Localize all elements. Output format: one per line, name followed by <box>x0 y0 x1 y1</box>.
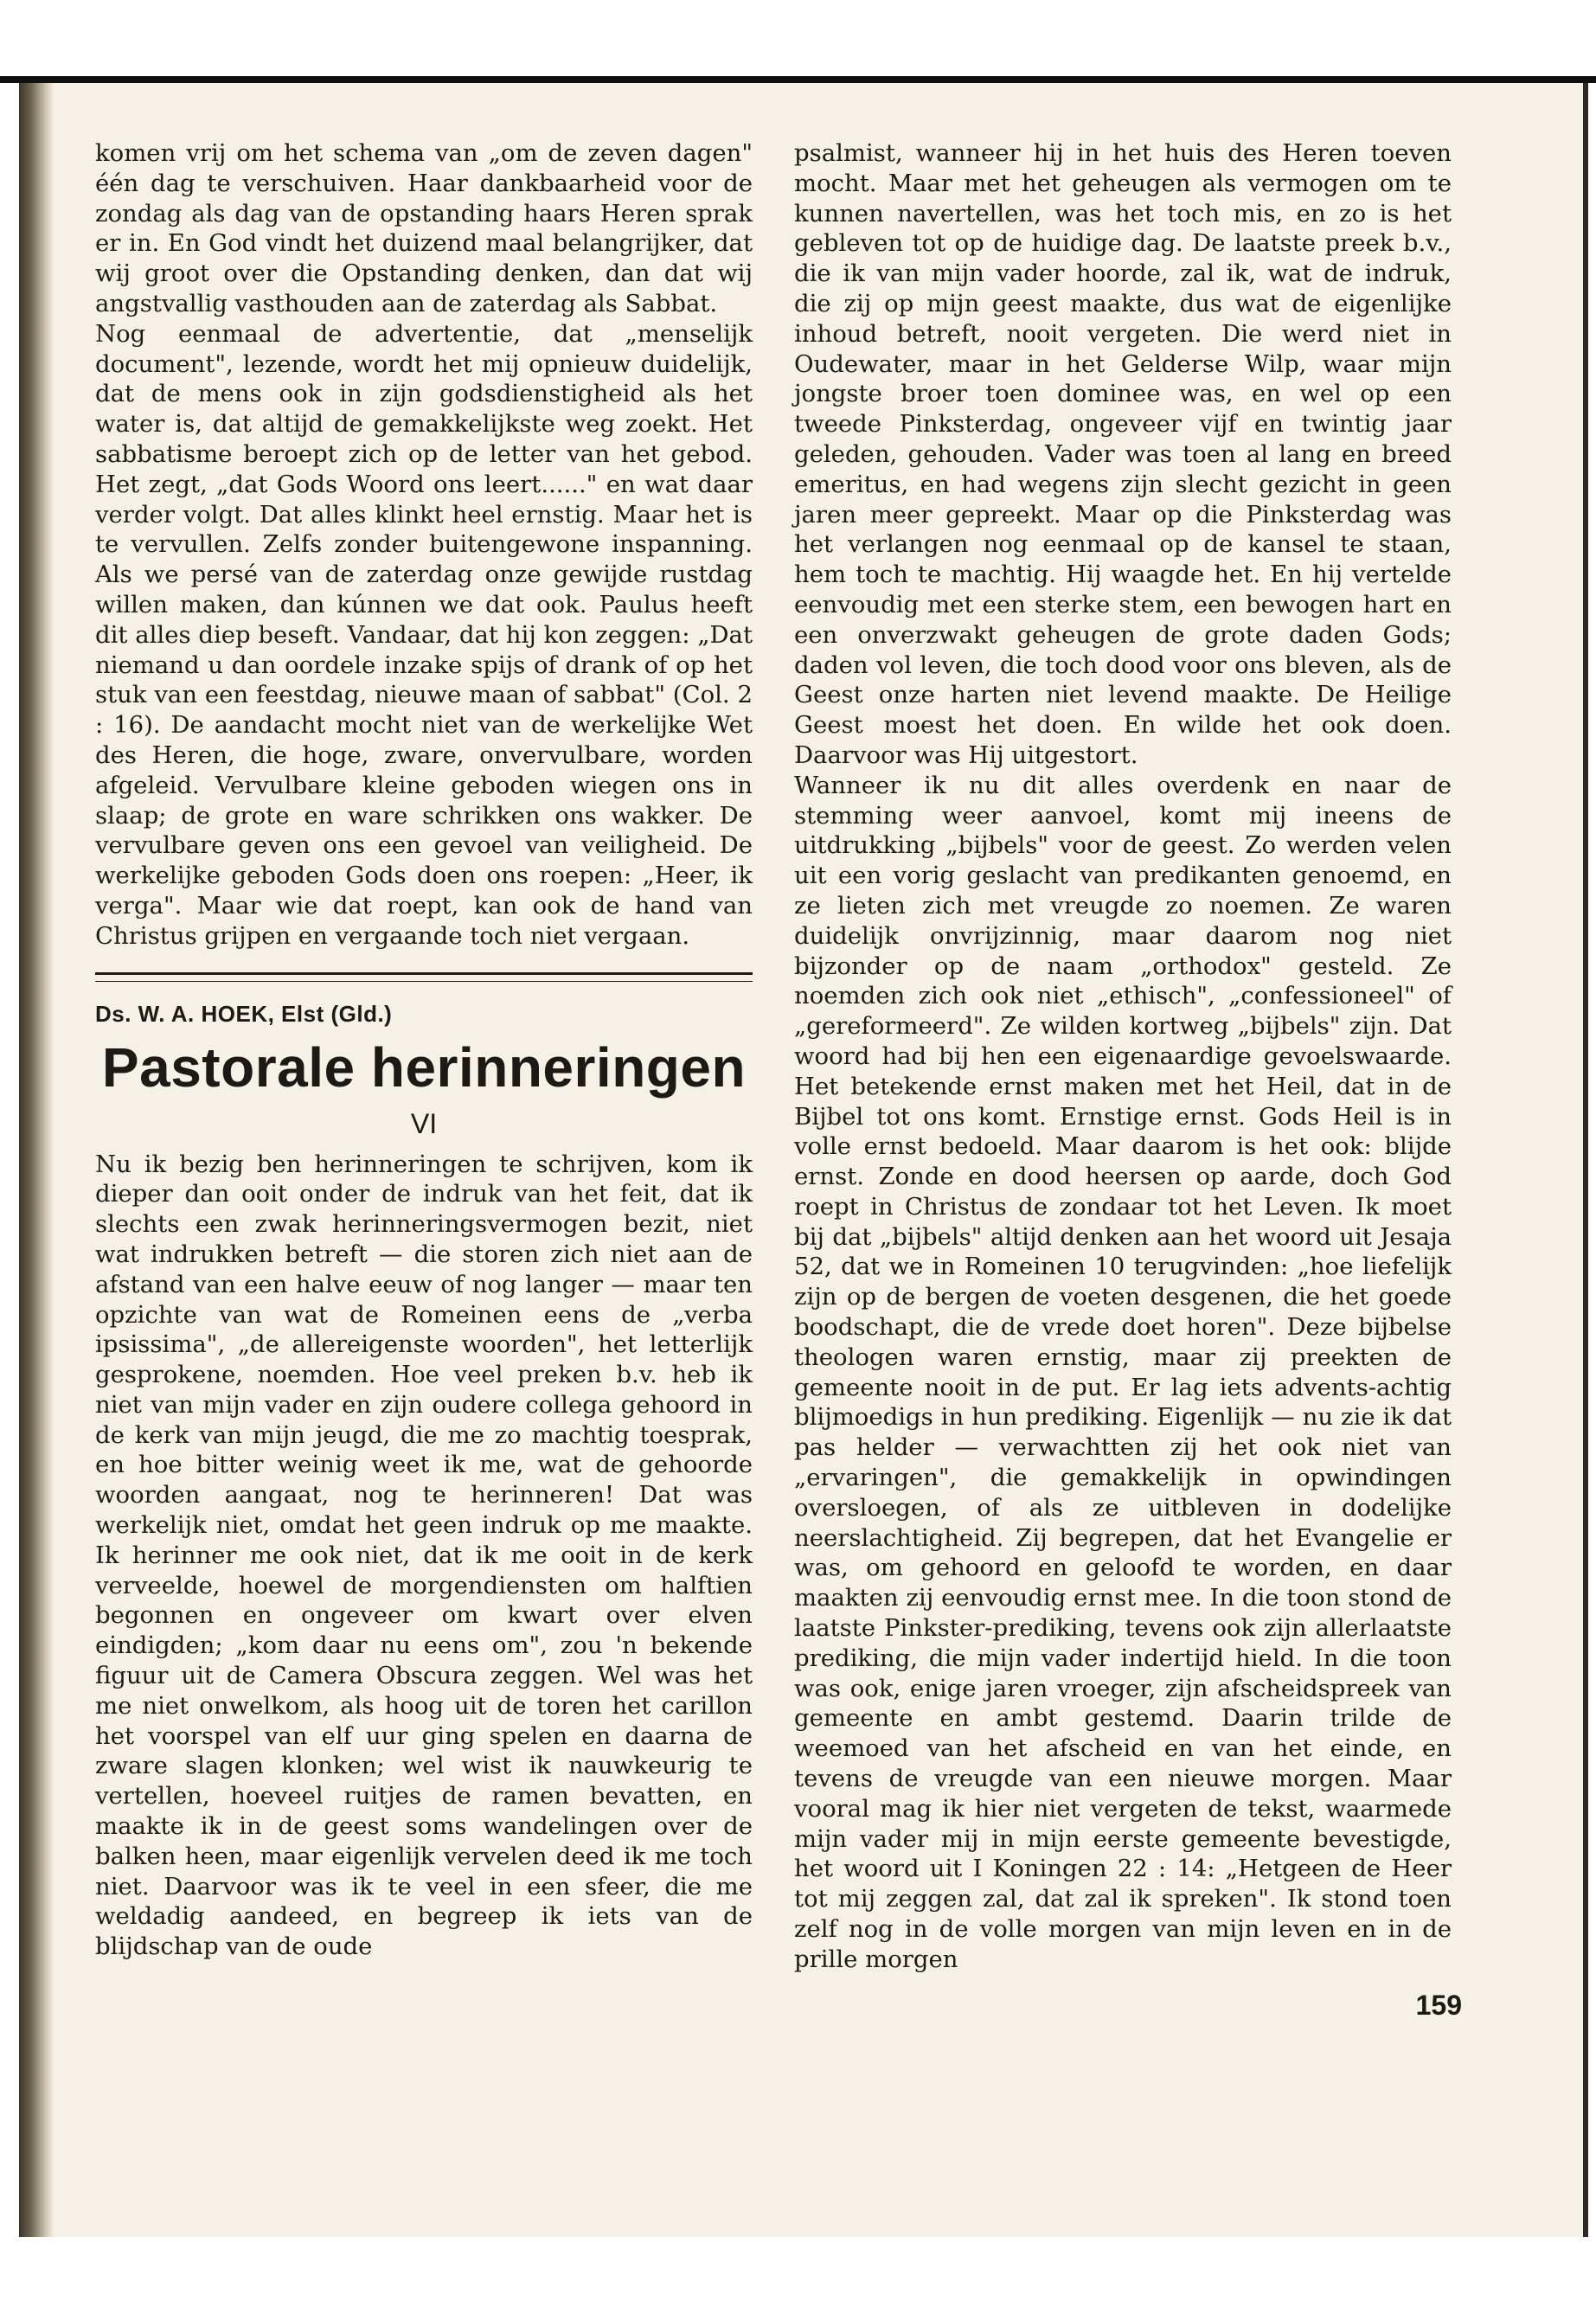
section-divider <box>95 972 753 982</box>
author-byline: Ds. W. A. HOEK, Elst (Gld.) <box>95 1000 393 1027</box>
body-paragraph: psalmist, wanneer hij in het huis des Heren toeven mocht. Maar met het geheugen als vermogen om te kunnen navertellen, was het toch mis, en zo is het gebleven tot op de huidige dag. De laatste preek b.v., die ik van mijn vader hoorde, zal ik, wat de indruk, die zij op mijn geest maakte, dus wat de eigenlijke inhoud betreft, nooit vergeten. Die werd niet in Oudewater, maar in het Gelderse Wilp, waar mijn jongste broer toen dominee was, en wel op een tweede Pinksterdag, ongeveer vijf en twintig jaar geleden, gehouden. Vader was toen al lang en breed emeritus, en had wegens zijn slecht gezicht in geen jaren meer gepreekt. Maar op die Pinksterdag was het verlangen nog eenmaal op de kansel te staan, hem toch te machtig. Hij waagde het. En hij vertelde eenvoudig met een sterke stem, een bewogen hart en een onverzwakt geheugen de grote daden Gods; daden vol leven, die toch dood voor ons bleven, als de Geest onze harten niet levend maakte. De Heilige Geest moest het doen. En wilde het ook doen. Daarvoor was Hij uitgestort. <box>794 139 1452 769</box>
body-paragraph: komen vrij om het schema van „om de zeven dagen" één dag te verschuiven. Haar dankbaarheid voor de zondag als dag van de opstanding haars Heren sprak er in. En God vindt het duizend maal belangrijker, dat wij groot over die Opstanding denken, dan dat wij angstvallig vasthouden aan de zaterdag als Sabbat. <box>95 139 753 317</box>
page-edge-right <box>1583 83 1588 2237</box>
article-paragraph: Nu ik bezig ben herinneringen te schrijven, kom ik dieper dan ooit onder de indruk van het feit, dat ik slechts een zwak herinneringsvermogen bezit, niet wat indrukken betreft — die storen zich niet aan de afstand van een halve eeuw of nog langer — maar ten opzichte van wat de Romeinen eens de „verba ipsissima", „de allereigenste woorden", het letterlijk gesprokene, noemden. Hoe veel preken b.v. heb ik niet van mijn vader en zijn oudere collega gehoord in de kerk van mijn jeugd, die me zo machtig toesprak, en hoe bitter weinig weet ik me, wat de gehoorde woorden aangaat, nog te herinneren! Dat was werkelijk niet, omdat het geen indruk op me maakte. Ik herinner me ook niet, dat ik me ooit in de kerk verveelde, hoewel de morgendiensten om halftien begonnen en ongeveer om kwart over elven eindigden; „kom daar nu eens om", zou 'n bekende figuur uit de Camera Obscura zeggen. Wel was het me niet onwelkom, als hoog uit de toren het carillon het voorspel van elf uur ging spelen en daarna de zware slagen klonken; wel wist ik nauwkeurig te vertellen, hoeveel ruitjes de ramen bevatten, en maakte ik in de geest soms wandelingen over de balken heen, maar eigenlijk vervelen deed ik me toch niet. Daarvoor was ik te veel in een sfeer, die me weldadig aandeed, en begreep ik iets van de blijdschap van de oude <box>95 1150 753 1961</box>
left-column <box>95 138 753 1962</box>
article-title: Pastorale herinneringen <box>101 1035 747 1099</box>
body-paragraph: Wanneer ik nu dit alles overdenk en naar de stemming weer aanvoel, komt mij ineens de uitdrukking „bijbels" voor de geest. Zo werden velen uit een vorig geslacht van predikanten genoemd, en ze lieten zich met vreugde zo noemen. Ze waren duidelijk onvrijzinnig, maar daarom nog niet bijzonder op de naam „orthodox" gesteld. Ze noemden zich ook niet „ethisch", „confessioneel" of „gereformeerd". Ze wilden kortweg „bijbels" zijn. Dat woord had bij hen een eigenaardige gevoelswaarde. Het betekende ernst maken met het Heil, dat in de Bijbel tot ons komt. Ernstige ernst. Gods Heil is in volle ernst bedoeld. Maar daarom is het ook: blijde ernst. Zonde en dood heersen op aarde, doch God roept in Christus de zondaar tot het Leven. Ik moet bij dat „bijbels" altijd denken aan het woord uit Jesaja 52, dat we in Romeinen 10 terugvinden: „hoe liefelijk zijn op de bergen de voeten desgenen, die het goede boodschapt, die de vrede doet horen". Deze bijbelse theologen waren ernstig, maar zij preekten de gemeente nooit in de put. Er lag iets advents-achtig blijmoedigs in hun prediking. Eigenlijk — nu zie ik dat pas helder — verwachtten zij het ook niet van „ervaringen", die gemakkelijk in opwindingen oversloegen, of als ze uitbleven in dodelijke neerslachtigheid. Zij begrepen, dat het Evangelie er was, om gehoord en geloofd te worden, en daar maakten zij eenvoudig ernst mee. In die toon stond de laatste Pinkster-prediking, tevens ook zijn allerlaatste prediking, die mijn vader indertijd hield. In die toon was ook, enige jaren vroeger, zijn afscheidspreek van gemeente en ambt gestemd. Daarin trilde de weemoed van het afscheid en van het einde, en tevens de vreugde van een nieuwe morgen. Maar vooral mag ik hier niet vergeten de tekst, waarmede mijn vader mij in mijn eerste gemeente bevestigde, het woord uit I Koningen 22 : 14: „Hetgeen de Heer tot mij zeggen zal, dat zal ik spreken". Ik stond toen zelf nog in de volle morgen van mijn leven en in de prille morgen <box>794 771 1452 1973</box>
article-part-number: VI <box>410 1107 438 1139</box>
scan-margin-top <box>0 0 1596 76</box>
scan-margin-bottom <box>0 2237 1596 2301</box>
book-spine-shadow <box>19 83 54 2237</box>
right-column <box>794 138 1452 1975</box>
scan-binding-edge-top <box>0 76 1596 83</box>
page-number: 159 <box>1415 1990 1462 2021</box>
body-paragraph: Nog eenmaal de advertentie, dat „menselijk document", lezende, wordt het mij opnieuw duidelijk, dat de mens ook in zijn godsdienstigheid als het water is, dat altijd de gemakkelijkste weg zoekt. Het sabbatisme beroept zich op de letter van het gebod. Het zegt, „dat Gods Woord ons leert......" en wat daar verder volgt. Dat alles klinkt heel ernstig. Maar het is te vervullen. Zelfs zonder buitengewone inspanning. Als we persé van de zaterdag onze gewijde rustdag willen maken, dan kúnnen we dat ook. Paulus heeft dit alles diep beseft. Vandaar, dat hij kon zeggen: „Dat niemand u dan oordele inzake spijs of drank of op het stuk van een feestdag, nieuwe maan of sabbat" (Col. 2 : 16). De aandacht mocht niet van de werkelijke Wet des Heren, die hoge, zware, onvervulbare, worden afgeleid. Vervulbare kleine geboden wiegen ons in slaap; de grote en ware schrikken ons wakker. De vervulbare geven ons een gevoel van veiligheid. De werkelijke geboden Gods doen ons roepen: „Heer, ik verga". Maar wie dat roept, kan ook de hand van Christus grijpen en vergaande toch niet vergaan. <box>95 319 753 950</box>
